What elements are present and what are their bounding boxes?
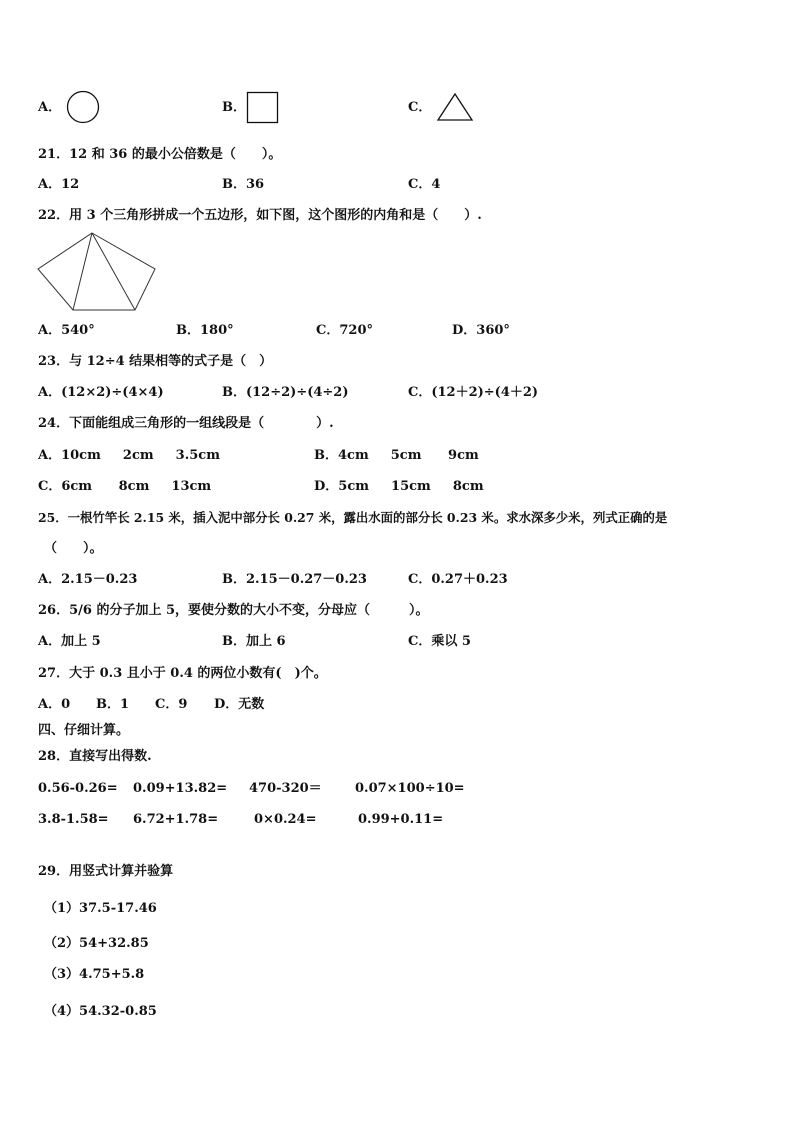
q24-option-b: B．4cm 5cm 9cm <box>314 448 479 463</box>
q22-option-a: A．540° <box>38 323 95 338</box>
q23-stem: 23．与 12÷4 结果相等的式子是（ ） <box>38 354 273 369</box>
q24-stem: 24．下面能组成三角形的一组线段是（ ）. <box>38 416 334 431</box>
q21-stem: 21．12 和 36 的最小公倍数是（ ）。 <box>38 147 282 162</box>
q20-option-b-label: B． <box>222 100 246 115</box>
q26-stem: 26．5/6 的分子加上 5，要使分数的大小不变，分母应（ ）。 <box>38 603 429 618</box>
q25-stem-line2: （ ）。 <box>44 541 103 556</box>
q21-option-b: B．36 <box>222 177 265 192</box>
q26-option-a: A．加上 5 <box>38 634 101 649</box>
triangle-icon <box>436 92 474 122</box>
q25-stem-line1: 25．一根竹竿长 2.15 米，插入泥中部分长 0.27 米，露出水面的部分长 0.23 米。求水深多少米，列式正确的是 <box>38 510 668 525</box>
q27-option-c: C．9 <box>155 697 188 712</box>
q23-option-c: C．(12＋2)÷(4＋2) <box>408 385 539 400</box>
q22-option-b: B．180° <box>176 323 234 338</box>
q27-option-b: B．1 <box>96 697 130 712</box>
square-icon <box>246 91 280 125</box>
q26-option-c: C．乘以 5 <box>408 634 471 649</box>
q21-option-a: A．12 <box>38 177 80 192</box>
q20-option-a-label: A． <box>38 100 62 115</box>
q28-expr: 6.72+1.78= <box>133 812 219 827</box>
q28-expr: 0.56-0.26= <box>38 781 118 796</box>
q21-option-c: C．4 <box>408 177 441 192</box>
q26-option-b: B．加上 6 <box>222 634 286 649</box>
q28-expr: 0.07×100÷10= <box>355 781 465 796</box>
q25-option-c: C．0.27＋0.23 <box>408 572 508 587</box>
q27-stem: 27．大于 0.3 且小于 0.4 的两位小数有( )个。 <box>38 666 327 681</box>
q22-option-c: C．720° <box>316 323 373 338</box>
q28-expr: 0.99+0.11= <box>358 812 444 827</box>
circle-icon <box>66 90 100 124</box>
q27-option-a: A．0 <box>38 697 71 712</box>
q23-option-a: A．(12×2)÷(4×4) <box>38 385 164 400</box>
section-title: 四、仔细计算。 <box>38 723 130 738</box>
q28-expr: 0.09+13.82= <box>133 781 228 796</box>
q25-option-a: A．2.15－0.23 <box>38 572 138 587</box>
q29-item: （3）4.75+5.8 <box>44 967 145 982</box>
q29-stem: 29．用竖式计算并验算 <box>38 864 174 879</box>
q23-option-b: B．(12÷2)÷(4÷2) <box>222 385 349 400</box>
q29-item: （1）37.5-17.46 <box>44 901 157 916</box>
q25-option-b: B．2.15－0.27－0.23 <box>222 572 367 587</box>
q28-expr: 3.8-1.58= <box>38 812 109 827</box>
q24-option-d: D．5cm 15cm 8cm <box>314 479 484 494</box>
q22-stem: 22．用 3 个三角形拼成一个五边形，如下图，这个图形的内角和是（ ）. <box>38 208 482 223</box>
q29-item: （4）54.32-0.85 <box>44 1004 157 1019</box>
q24-option-c: C．6cm 8cm 13cm <box>38 479 212 494</box>
pentagon-icon <box>36 230 160 314</box>
q28-expr: 0×0.24= <box>254 812 317 827</box>
q28-expr: 470-320＝ <box>249 781 322 796</box>
q29-item: （2）54+32.85 <box>44 936 149 951</box>
q27-option-d: D．无数 <box>214 697 265 712</box>
q28-stem: 28．直接写出得数. <box>38 749 152 764</box>
q20-option-c-label: C． <box>408 100 432 115</box>
q22-option-d: D．360° <box>452 323 510 338</box>
q24-option-a: A．10cm 2cm 3.5cm <box>38 448 220 463</box>
